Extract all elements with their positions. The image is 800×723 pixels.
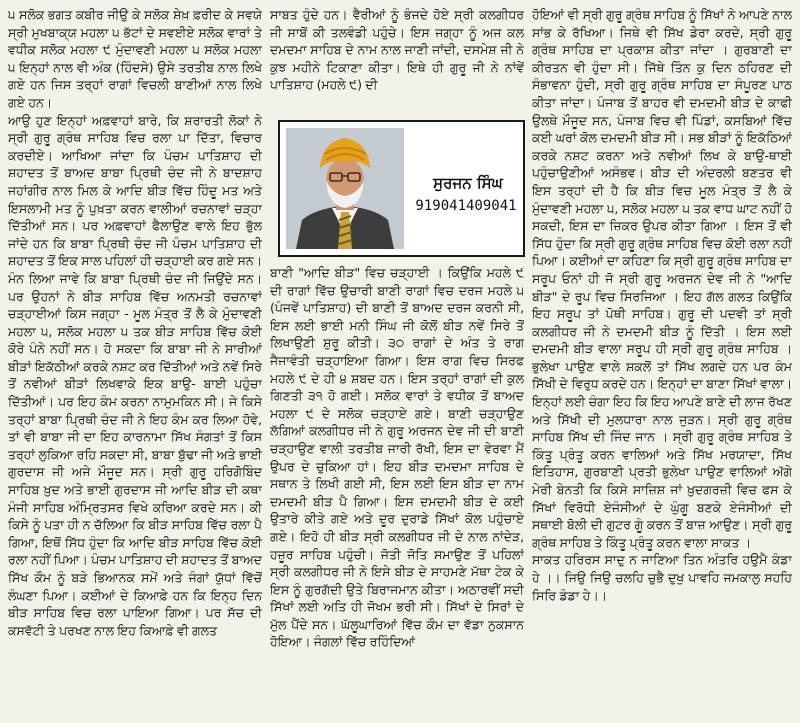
article-column-3	[532, 6, 792, 718]
paragraph: ੫ ਸਲੋਕ ਭਗਤ ਕਬੀਰ ਜੀਉ ਕੇ ਸਲੋਕ ਸ਼ੇਖ਼ ਫ਼ਰੀਦ ਕੇ ਸਵਯੇ ਸ੍ਰੀ ਮੁਖਬਾਕ੍ਯ ਮਹਲਾ ੫ ਭੱਟਾਂ ਦੇ ਸਵਈਏ ਸਲੋਕ ਵਾਰਾਂ ਤੇ ਵਧੀਕ ਸਲੋਕ ਮਹਲਾ ੯ ਮੁੰਦਾਵਣੀ ਮਹਲਾ ੫ ਸਲੋਕ ਮਹਲਾ ੫ ਇਨ੍ਹਾਂ ਨਾਲ ਵੀ ਅੰਕ (ਹਿੰਦਸੇ) ਉਸੇ ਤਰਤੀਬ ਨਾਲ ਲਿਖੇ ਗਏ ਹਨ ਜਿਸ ਤਰ੍ਹਾਂ ਰਾਗਾਂ ਵਿਚਲੀ ਬਾਣੀਆਂ ਨਾਲ ਲਿਖੇ ਗਏ ਹਨ।	[8, 7, 262, 110]
author-byline-box	[278, 120, 525, 257]
article-column-1	[8, 6, 262, 718]
closing-verse: ਸਾਕਤ ਹਰਿਰਸ ਸਾਦੁ ਨ ਜਾਣਿਆ ਤਿਨ ਅੰਤਰਿ ਹਉਮੈ ਕੰਡਾ ਹੇ ।। ਜਿਉ ਜਿਉ ਚਲਹਿ ਚੁਭੈ ਦੁਖੁ ਪਾਵਹਿ ਜਮਕਾਲੁ ਸਹਹਿ ਸਿਰਿ ਡੰਡਾ ਹੇ।।	[532, 552, 792, 603]
paragraph: ਸਾਬਤ ਹੁੰਦੇ ਹਨ। ਵੈਰੀਆਂ ਨੂੰ ਭੰਜਦੇ ਹੋਏ ਸ੍ਰੀ ਕਲਗੀਧਰ ਜੀ ਸਾਬੋਂ ਕੀ ਤਲਵੰਡੀ ਪਹੁੰਚੇ। ਇਸ ਜਗ੍ਹਾ ਨੂੰ ਅਜ ਕਲ ਦਮਦਮਾ ਸਾਹਿਬ ਦੇ ਨਾਮ ਨਾਲ ਜਾਣੀ ਜਾਂਦੀ, ਦਸਮੇਸ਼ ਜੀ ਨੇ ਕੁਝ ਮਹੀਨੇ ਟਿਕਾਣਾ ਕੀਤਾ। ਇਥੇ ਹੀ ਗੁਰੂ ਜੀ ਨੇ ਨਾਂਵੇਂ ਪਾਤਿਸ਼ਾਹ (ਮਹਲੇ ੯) ਦੀ	[270, 7, 524, 93]
paragraph: ਆਉ ਹੁਣ ਇਨ੍ਹਾਂ ਅਫ਼ਵਾਹਾਂ ਬਾਰੇ, ਕਿ ਸ਼ਰਾਰਤੀ ਲੋਕਾਂ ਨੇ ਸ੍ਰੀ ਗੁਰੂ ਗ੍ਰੰਥ ਸਾਹਿਬ ਵਿਚ ਰਲਾ ਪਾ ਦਿੱਤਾ, ਵਿਚਾਰ ਕਰਦੀਏ। ਆਖਿਆ ਜਾਂਦਾ ਕਿ ਪੰਚਮ ਪਾਤਿਸ਼ਾਹ ਦੀ ਸ਼ਹਾਦਤ ਤੋਂ ਬਾਅਦ ਬਾਬਾ ਪ੍ਰਿਥੀ ਚੰਦ ਜੀ ਨੇ ਬਾਦਸ਼ਾਹ ਜਹਾਂਗੀਰ ਨਾਲ ਮਿਲ ਕੇ ਆਦਿ ਬੀੜ ਵਿੱਚ ਹਿੰਦੂ ਮਤ ਅਤੇ ਇਸਲਾਮੀ ਮਤ ਨੂੰ ਪੁਖ਼ਤਾ ਕਰਨ ਵਾਲੀਆਂ ਰਚਨਾਵਾਂ ਚੜ੍ਹਾ ਦਿੱਤੀਆਂ ਸਨ। ਪਰ ਅਫ਼ਵਾਹਾਂ ਫੈਲਾਉਣ ਵਾਲੇ ਇਹ ਭੁੱਲ ਜਾਂਦੇ ਹਨ ਕਿ ਬਾਬਾ ਪ੍ਰਿਥੀ ਚੰਦ ਜੀ ਪੰਚਮ ਪਾਤਿਸ਼ਾਹ ਦੀ ਸ਼ਹਾਦਤ ਤੋਂ ਇਕ ਸਾਲ ਪਹਿਲਾਂ ਹੀ ਚੜ੍ਹਾਈ ਕਰ ਗਏ ਸਨ। ਮੰਨ ਲਿਆ ਜਾਵੇ ਕਿ ਬਾਬਾ ਪ੍ਰਿਥੀ ਚੰਦ ਜੀ ਜਿਉਂਦੇ ਸਨ। ਪਰ ਉਹਨਾਂ ਨੇ ਬੀੜ ਸਾਹਿਬ ਵਿੱਚ ਅਨਮਤੀ ਰਚਨਾਵਾਂ ਚੜ੍ਹਾਈਆਂ ਕਿਸ ਜਗ੍ਹਾ - ਮੂਲ ਮੰਤ੍ਰ ਤੋਂ ਲੈ ਕੇ ਮੁੰਦਾਵਣੀ ਮਹਲਾ ੫, ਸਲੋਕ ਮਹਲਾ ੫ ਤਕ ਬੀੜ ਸਾਹਿਬ ਵਿੱਚ ਕੋਈ ਕੋਰੇ ਪੰਨੇ ਨਹੀਂ ਸਨ। ਹੋ ਸਕਦਾ ਕਿ ਬਾਬਾ ਜੀ ਨੇ ਸਾਰੀਆਂ ਬੀੜਾਂ ਇਕੱਠੀਆਂ ਕਰਕੇ ਨਸ਼ਟ ਕਰ ਦਿੱਤੀਆਂ ਅਤੇ ਨਵੇਂ ਸਿਰੇ ਤੋਂ ਨਵੀਆਂ ਬੀੜਾਂ ਲਿਖਵਾਕੇ ਇਕ ਬਾਉ- ਬਾਈ ਪਹੁੰਚਾ ਦਿੱਤੀਆਂ। ਪਰ ਇਹ ਕੰਮ ਕਰਨਾ ਨਾਮੁਮਕਿਨ ਸੀ। ਜੇ ਕਿਸੇ ਤਰ੍ਹਾਂ ਬਾਬਾ ਪ੍ਰਿਥੀ ਚੰਦ ਜੀ ਨੇ ਇਹ ਕੰਮ ਕਰ ਲਿਆ ਹੋਵੇ, ਤਾਂ ਵੀ ਬਾਬਾ ਜੀ ਦਾ ਇਹ ਕਾਰਨਾਮਾ ਸਿੱਖ ਸੰਗਤਾਂ ਤੋਂ ਕਿਸ ਤਰ੍ਹਾਂ ਲੁਕਿਆ ਰਹਿ ਸਕਦਾ ਸੀ, ਬਾਬਾ ਬੁੱਢਾ ਜੀ ਅਤੇ ਭਾਈ ਗੁਰਦਾਸ ਜੀ ਅਜੇ ਮੌਜੂਦ ਸਨ। ਸ੍ਰੀ ਗੁਰੂ ਹਰਿਗੋਬਿੰਦ ਸਾਹਿਬ ਖ਼ੁਦ ਅਤੇ ਭਾਈ ਗੁਰਦਾਸ ਜੀ ਆਦਿ ਬੀੜ ਦੀ ਕਥਾ ਮੰਜੀ ਸਾਹਿਬ ਅੰਮ੍ਰਿਤਸਰ ਵਿਖੇ ਕਰਿਆ ਕਰਦੇ ਸਨ। ਕੀ ਕਿਸੇ ਨੂੰ ਪਤਾ ਹੀ ਨ ਚੱਲਿਆ ਕਿ ਬੀੜ ਸਾਹਿਬ ਵਿੱਚ ਰਲਾ ਪੈ ਗਿਆ, ਇਥੋਂ ਸਿੱਧ ਹੁੰਦਾ ਕਿ ਆਦਿ ਬੀੜ ਸਾਹਿਬ ਵਿੱਚ ਕੋਈ ਰਲਾ ਨਹੀਂ ਪਿਆ। ਪੰਚਮ ਪਾਤਿਸ਼ਾਹ ਦੀ ਸ਼ਹਾਦਤ ਤੋਂ ਬਾਅਦ ਸਿੱਖ ਕੌਮ ਨੂੰ ਬੜੇ ਭਿਆਨਕ ਸਮੇਂ ਅਤੇ ਜੰਗਾਂ ਯੁੱਧਾਂ ਵਿੱਚੋਂ ਲੰਘਣਾ ਪਿਆ। ਕਈਆਂ ਦੇ ਕਿਆਫ਼ੇ ਹਨ ਕਿ ਇਨ੍ਹ ਦਿਨ ਬੀੜ ਸਾਹਿਬ ਵਿਚ ਰਲਾ ਪਾਇਆ ਗਿਆ। ਪਰ ਸੱਚ ਦੀ ਕਸਵੱਟੀ ਤੇ ਪਰਖਣ ਨਾਲ ਇਹ ਕਿਆਫ਼ੇ ਵੀ ਗਲਤ	[8, 112, 262, 638]
article-column-2-top	[270, 6, 524, 118]
paragraph: ਹੋਇਆਂ ਵੀ ਸ੍ਰੀ ਗੁਰੂ ਗ੍ਰੰਥ ਸਾਹਿਬ ਨੂੰ ਸਿੱਖਾਂ ਨੇ ਆਪਣੇ ਨਾਲ ਸਾਂਭ ਕੇ ਰੱਖਿਆ। ਜਿਥੇ ਵੀ ਸਿੱਖ ਡੇਰਾ ਕਰਦੇ, ਸ੍ਰੀ ਗੁਰੂ ਗ੍ਰੰਥ ਸਾਹਿਬ ਦਾ ਪ੍ਰਕਾਸ਼ ਕੀਤਾ ਜਾਂਦਾ । ਗੁਰਬਾਣੀ ਦਾ ਕੀਰਤਨ ਵੀ ਹੁੰਦਾ ਸੀ। ਜਿੱਥੇ ਤਿੰਨ ਕੁ ਦਿਨ ਠਹਿਰਣ ਦੀ ਸੰਭਾਵਨਾ ਹੁੰਦੀ, ਸ੍ਰੀ ਗੁਰੂ ਗ੍ਰੰਥ ਸਾਹਿਬ ਦਾ ਸੰਪੂਰਣ ਪਾਠ ਕੀਤਾ ਜਾਂਦਾ। ਪੰਜਾਬ ਤੋਂ ਬਾਹਰ ਵੀ ਦਮਦਮੀ ਬੀੜ ਦੇ ਕਾਫੀ ਉਲਥੇ ਮੌਜੂਦ ਸਨ, ਪੰਜਾਬ ਵਿਚ ਵੀ ਪਿੰਡਾਂ, ਕਸਬਿਆਂ ਵਿੱਚ ਕਈ ਘਰਾਂ ਕੋਲ ਦਮਦਮੀ ਬੀੜ ਸੀ। ਸਭ ਬੀੜਾਂ ਨੂੰ ਇਕੱਠਿਆਂ ਕਰਕੇ ਨਸ਼ਟ ਕਰਨਾ ਅਤੇ ਨਵੀਆਂ ਲਿਖ ਕੇ ਬਾਉ-ਥਾਈ ਪਹੁੰਚਾਉਣੀਆਂ ਅਸੰਭਵ। ਬੀੜ ਦੀ ਅੰਦਰਲੀ ਬਣਤਰ ਵੀ ਇਸ ਤਰ੍ਹਾਂ ਦੀ ਹੈ ਕਿ ਬੀੜ ਵਿਚ ਮੂਲ ਮੰਤ੍ਰ ਤੋਂ ਲੈ ਕੇ ਮੁੰਦਾਵਣੀ ਮਹਲਾ ੫, ਸਲੋਕ ਮਹਲਾ ੫ ਤਕ ਵਾਧ ਘਾਟ ਨਹੀਂ ਹੋ ਸਕਦੀ, ਇਸ ਦਾ ਜ਼ਿਕਰ ਉਪਰ ਕੀਤਾ ਗਿਆ । ਇਸ ਤੋਂ ਵੀ ਸਿੱਧ ਹੁੰਦਾ ਕਿ ਸ੍ਰੀ ਗੁਰੂ ਗ੍ਰੰਥ ਸਾਹਿਬ ਵਿਚ ਕੋਈ ਰਲਾ ਨਹੀਂ ਪਿਆ। ਕਈਆਂ ਦਾ ਕਹਿਣਾ ਕਿ ਸ੍ਰੀ ਗੁਰੂ ਗ੍ਰੰਥ ਸਾਹਿਬ ਦਾ ਸਰੂਪ ਓਨਾਂ ਹੀ ਜੋ ਸ੍ਰੀ ਗੁਰੂ ਅਰਜਨ ਦੇਵ ਜੀ ਨੇ "ਆਦਿ ਬੀੜ" ਦੇ ਰੂਪ ਵਿਚ ਸਿਰਜਿਆ । ਇਹ ਗੱਲ ਗਲਤ ਕਿਉਂਕਿ ਇਹ ਸਰੂਪ ਤਾਂ ਪੋਥੀ ਸਾਹਿਬ। ਗੁਰੂ ਦੀ ਪਦਵੀ ਤਾਂ ਸ੍ਰੀ ਕਲਗੀਧਰ ਜੀ ਨੇ ਦਮਦਮੀ ਬੀੜ ਨੂੰ ਦਿੱਤੀ । ਇਸ ਲਈ ਦਮਦਮੀ ਬੀੜ ਵਾਲਾ ਸਰੂਪ ਹੀ ਸ੍ਰੀ ਗੁਰੂ ਗ੍ਰੰਥ ਸਾਹਿਬ । ਭੁਲੇਖਾ ਪਾਉਣ ਵਾਲੇ ਸ਼ਕਲੋਂ ਤਾਂ ਸਿੱਖ ਲਗਦੇ ਹਨ ਪਰ ਕੰਮ ਸਿੱਖੀ ਦੇ ਵਿਰੁਧ ਕਰਦੇ ਹਨ। ਇਨ੍ਹਾਂ ਦਾ ਬਾਣਾ ਸਿੱਖਾਂ ਵਾਲਾ। ਇਨ੍ਹਾਂ ਲਈ ਚੰਗਾ ਇਹ ਕਿ ਇਹ ਆਪਣੇ ਬਾਣੇ ਦੀ ਲਾਜ ਰੱਖਣ ਅਤੇ ਸਿੱਖੀ ਦੀ ਮੁਲਧਾਰਾ ਨਾਲ ਜੁੜਨ। ਸ੍ਰੀ ਗੁਰੂ ਗ੍ਰੰਥ ਸਾਹਿਬ ਸਿੱਖ ਦੀ ਜਿੰਦ ਜਾਨ । ਸ੍ਰੀ ਗੁਰੂ ਗ੍ਰੰਥ ਸਾਹਿਬ ਤੇ ਕਿੰਤੂ ਪ੍ਰੰਤੂ ਕਰਨ ਵਾਲਿਆਂ ਅਤੇ ਸਿੱਖ ਮਰਯਾਦਾ, ਸਿੱਖ ਇਤਿਹਾਸ, ਗੁਰਬਾਣੀ ਪ੍ਰਤੀ ਭੁਲੇਖਾ ਪਾਉਣ ਵਾਲਿਆਂ ਅੱਗੇ ਮੇਰੀ ਬੇਨਤੀ ਕਿ ਕਿਸੇ ਸਾਜ਼ਿਸ਼ ਜਾਂ ਖ਼ੁਦਗਰਜ਼ੀ ਵਿਚ ਫਸ ਕੇ ਸਿੱਖਾਂ ਵਿਰੋਧੀ ਏਜੰਸੀਆਂ ਦੇ ਘੁੰਗੂ ਬਣਕੇ ਏਜੰਸੀਆਂ ਦੀ ਸਥਾਈ ਬੋਲੀ ਦੀ ਗੁਟਰ ਗੂੰ ਕਰਨ ਤੋਂ ਬਾਜ਼ ਆਉਣ। ਸ੍ਰੀ ਗੁਰੂ ਗ੍ਰੰਥ ਸਾਹਿਬ ਤੇ ਕਿੰਤੂ ਪ੍ਰੰਤੂ ਕਰਨ ਵਾਲਾ ਸਾਕਤ ।	[532, 7, 792, 550]
paragraph: ਬਾਣੀ "ਆਦਿ ਬੀੜ" ਵਿਚ ਚੜ੍ਹਾਈ । ਕਿਉਂਕਿ ਮਹਲੇ ੯ ਦੀ ਰਾਗਾਂ ਵਿੱਚ ਉਚਾਰੀ ਬਾਣੀ ਰਾਗਾਂ ਵਿਚ ਦਰਜ ਮਹਲੇ ੫ (ਪੰਜਵੇਂ ਪਾਤਿਸ਼ਾਹ) ਦੀ ਬਾਣੀ ਤੋਂ ਬਾਅਦ ਦਰਜ ਕਰਨੀ ਸੀ, ਇਸ ਲਈ ਭਾਈ ਮਨੀ ਸਿੰਘ ਜੀ ਕੋਲੋਂ ਬੀੜ ਨਵੇਂ ਸਿਰੇ ਤੋਂ ਲਿਖਾਉਣੀ ਸ਼ੁਰੂ ਕੀਤੀ। ੩੦ ਰਾਗਾਂ ਦੇ ਅੰਤ ਤੇ ਰਾਗ ਜੈਜਾਵੰਤੀ ਚੜ੍ਹਾਇਆ ਗਿਆ। ਇਸ ਰਾਗ ਵਿਚ ਸਿਰਫ ਮਹਲੇ ੯ ਦੇ ਹੀ ੪ ਸ਼ਬਦ ਹਨ। ਇਸ ਤਰ੍ਹਾਂ ਰਾਗਾਂ ਦੀ ਕੁਲ ਗਿਣਤੀ ੩੧ ਹੋ ਗਈ। ਸਲੋਕ ਵਾਰਾਂ ਤੇ ਵਧੀਕ ਤੋਂ ਬਾਅਦ ਮਹਲਾ ੯ ਦੇ ਸਲੋਕ ਚੜ੍ਹਾਏ ਗਏ। ਬਾਣੀ ਚੜ੍ਹਾਉਣ ਲੱਗਿਆਂ ਕਲਗੀਧਰ ਜੀ ਨੇ ਗੁਰੂ ਅਰਜਨ ਦੇਵ ਜੀ ਦੀ ਬਾਣੀ ਚੜ੍ਹਾਉਣ ਵਾਲੀ ਤਰਤੀਬ ਜਾਰੀ ਰੱਖੀ, ਇਸ ਦਾ ਵੇਰਵਾ ਮੈਂ ਉਪਰ ਦੇ ਚੁਕਿਆ ਹਾਂ। ਇਹ ਬੀੜ ਦਮਦਮਾ ਸਾਹਿਬ ਦੇ ਸਥਾਨ ਤੇ ਲਿਖੀ ਗਈ ਸੀ, ਇਸ ਲਈ ਇਸ ਬੀੜ ਦਾ ਨਾਮ ਦਮਦਮੀ ਬੀੜ ਪੈ ਗਿਆ। ਇਸ ਦਮਦਮੀ ਬੀੜ ਦੇ ਕਈ ਉਤਾਰੇ ਕੀਤੇ ਗਏ ਅਤੇ ਦੂਰ ਦੁਰਾਡੇ ਸਿੱਖਾਂ ਕੋਲ ਪਹੁੰਚਾਏ ਗਏ। ਇਹੋ ਹੀ ਬੀੜ ਸ੍ਰੀ ਕਲਗੀਧਰ ਜੀ ਦੇ ਨਾਲ ਨਾਂਦੇੜ, ਹਜ਼ੂਰ ਸਾਹਿਬ ਪਹੁੰਚੀ। ਜੋਤੀ ਜੋਤਿ ਸਮਾਉਣ ਤੋਂ ਪਹਿਲਾਂ ਸ੍ਰੀ ਕਲਗੀਧਰ ਜੀ ਨੇ ਇਸੇ ਬੀੜ ਦੇ ਸਾਹਮਣੇ ਮੱਥਾ ਟੇਕ ਕੇ ਇਸ ਨੂੰ ਗੁਰਗੱਦੀ ਉਤੇ ਬਿਰਾਜਮਾਨ ਕੀਤਾ। ਅਠਾਰਵੀਂ ਸਦੀ ਸਿੱਖਾਂ ਲਈ ਅਤਿ ਹੀ ਜੋਖਮ ਭਰੀ ਸੀ। ਸਿੱਖਾਂ ਦੇ ਸਿਰਾਂ ਦੇ ਮੁੱਲ ਪੈਂਦੇ ਸਨ। ਘੱਲੂਘਾਰਿਆਂ ਵਿੱਚ ਕੌਮ ਦਾ ਵੱਡਾ ਨੁਕਸਾਨ ਹੋਇਆ। ਜੰਗਲਾਂ ਵਿੱਚ ਰਹਿੰਦਿਆਂ	[270, 265, 524, 650]
author-phone: 919041409041	[415, 198, 517, 214]
author-photo	[286, 128, 404, 249]
author-name: ਸੁਰਜਨ ਸਿੰਘ	[433, 174, 503, 192]
article-column-2-bottom	[270, 264, 524, 714]
